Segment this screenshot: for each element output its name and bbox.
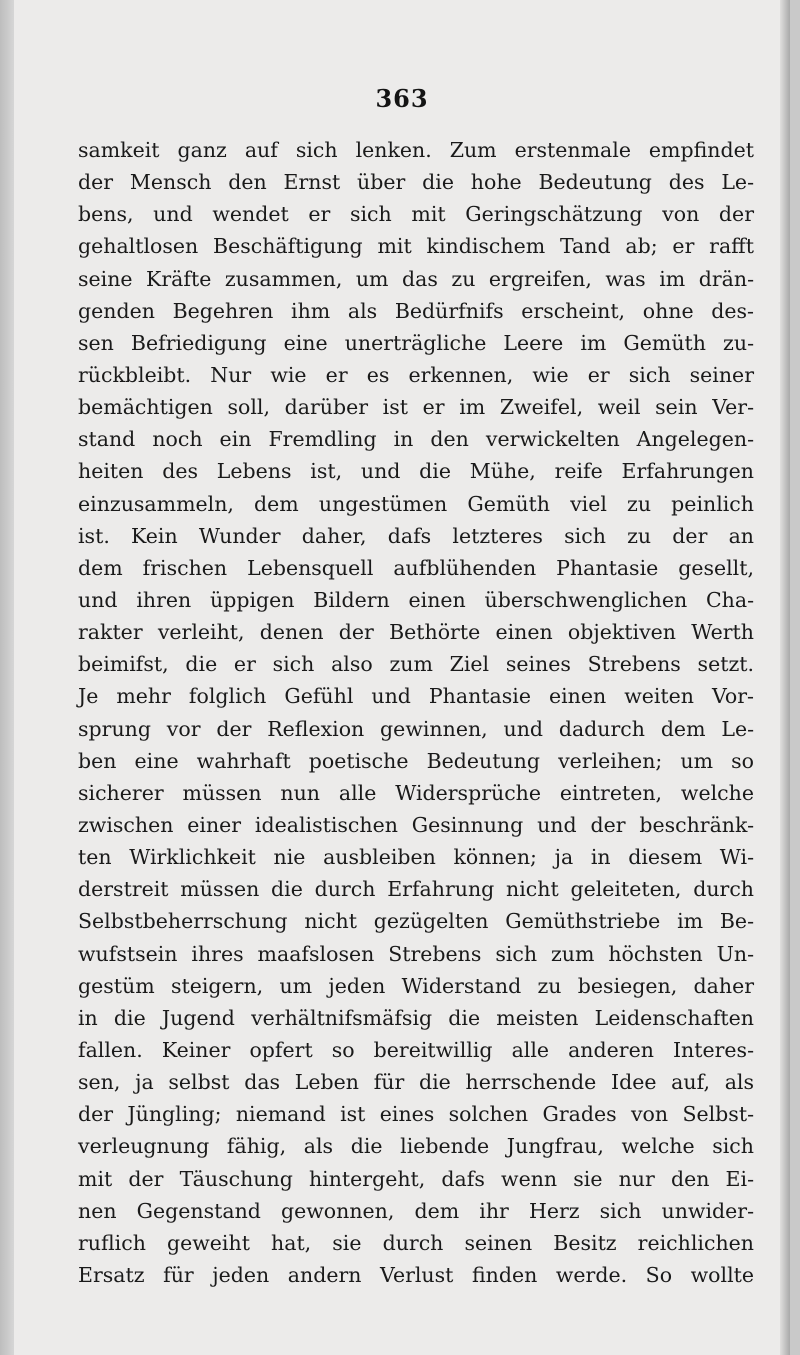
text-line: samkeit ganz auf sich lenken. Zum erstenmale empfindet [78, 138, 754, 162]
text-line: sicherer müssen nun alle Widersprüche eintreten, welche [78, 780, 754, 805]
text-line: ten Wirklichkeit nie ausbleiben können; ja in diesem Wi- [78, 845, 754, 870]
text-line: sen Befriedigung eine unerträgliche Leere im Gemüth zu- [78, 330, 754, 355]
text-line: zwischen einer idealistischen Gesinnung und der beschränk- [78, 812, 754, 837]
text-line: nen Gegenstand gewonnen, dem ihr Herz sich unwider- [78, 1198, 754, 1223]
scan-left-margin [0, 0, 14, 1355]
scan-right-edge [780, 0, 790, 1355]
text-line: wufstsein ihres maafslosen Strebens sich zum höchsten Un- [78, 941, 754, 966]
text-line: fallen. Keiner opfert so bereitwillig alle anderen Interes- [78, 1037, 754, 1062]
page-number: 363 [375, 84, 429, 113]
text-line: rakter verleiht, denen der Bethörte einen objektiven Werth [78, 620, 754, 645]
text-line: seine Kräfte zusammen, um das zu ergreifen, was im drän- [78, 266, 754, 291]
text-line: stand noch ein Fremdling in den verwickelten Angelegen- [78, 427, 754, 452]
text-line: bens, und wendet er sich mit Geringschätzung von der [78, 202, 754, 227]
text-line: genden Begehren ihm als Bedürfnifs erscheint, ohne des- [78, 298, 754, 323]
text-line: ist. Kein Wunder daher, dafs letzteres sich zu der an [78, 523, 754, 548]
text-line: heiten des Lebens ist, und die Mühe, reife Erfahrungen [78, 459, 754, 484]
text-line: derstreit müssen die durch Erfahrung nicht geleiteten, durch [78, 877, 754, 902]
text-line: mit der Täuschung hintergeht, dafs wenn sie nur den Ei- [78, 1166, 754, 1191]
text-line: bemächtigen soll, darüber ist er im Zweifel, weil sein Ver- [78, 395, 754, 420]
body-text [78, 134, 754, 1291]
text-line: sen, ja selbst das Leben für die herrschende Idee auf, als [78, 1070, 754, 1095]
text-line: in die Jugend verhältnifsmäfsig die meisten Leidenschaften [78, 1005, 754, 1030]
text-line: und ihren üppigen Bildern einen überschwenglichen Cha- [78, 587, 754, 612]
text-line: beimifst, die er sich also zum Ziel seines Strebens setzt. [78, 652, 754, 677]
text-line: der Jüngling; niemand ist eines solchen Grades von Selbst- [78, 1102, 754, 1127]
text-line: Ersatz für jeden andern Verlust finden werde. So wollte [78, 1262, 754, 1287]
text-line: rückbleibt. Nur wie er es erkennen, wie er sich seiner [78, 362, 754, 387]
text-line: Selbstbeherrschung nicht gezügelten Gemüthstriebe im Be- [78, 909, 754, 934]
text-line: dem frischen Lebensquell aufblühenden Phantasie gesellt, [78, 555, 754, 580]
text-line: der Mensch den Ernst über die hohe Bedeutung des Le- [78, 170, 754, 195]
text-line: sprung vor der Reflexion gewinnen, und dadurch dem Le- [78, 716, 754, 741]
book-page [14, 0, 790, 1355]
text-line: ruflich geweiht hat, sie durch seinen Besitz reichlichen [78, 1230, 754, 1255]
text-line: ben eine wahrhaft poetische Bedeutung verleihen; um so [78, 748, 754, 773]
text-line: Je mehr folglich Gefühl und Phantasie einen weiten Vor- [78, 684, 754, 709]
text-line: gehaltlosen Beschäftigung mit kindischem Tand ab; er rafft [78, 234, 754, 259]
text-line: verleugnung fähig, als die liebende Jungfrau, welche sich [78, 1134, 754, 1159]
text-line: gestüm steigern, um jeden Widerstand zu besiegen, daher [78, 973, 754, 998]
text-line: einzusammeln, dem ungestümen Gemüth viel zu peinlich [78, 491, 754, 516]
